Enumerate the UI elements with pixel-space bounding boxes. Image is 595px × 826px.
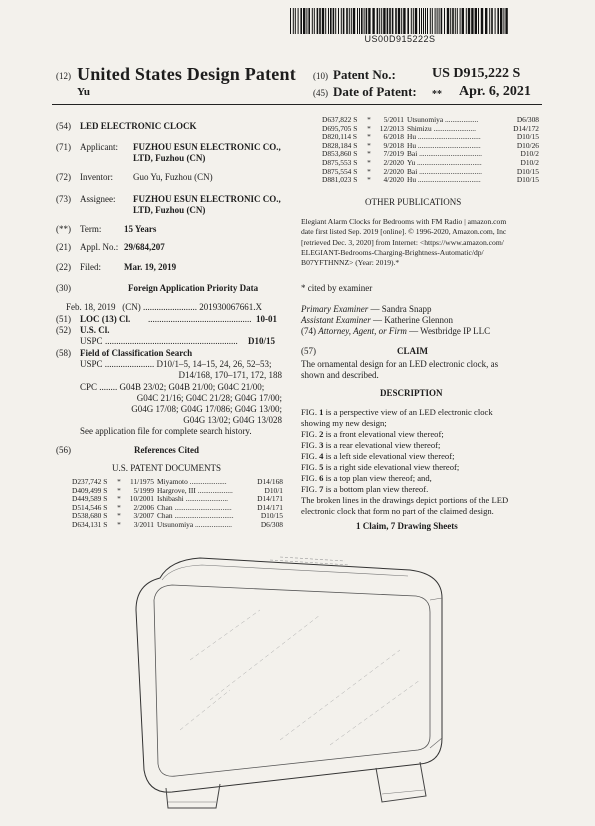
code-52: (52) [56,325,71,335]
code-45: (45) [313,88,328,98]
patent-number: US D915,222 S [432,66,521,81]
barcode-bar [468,8,470,34]
code-54: (54) [56,121,71,131]
barcode-bar [437,8,438,34]
field-cpc-line3: G04G 17/08; G04G 17/086; G04G 13/00; [131,404,282,414]
barcode-bar [475,8,477,34]
barcode-bar [383,8,385,34]
desc-line: electronic clock that form no part of the claimed design. [301,506,494,516]
barcode-bar [401,8,402,34]
barcode-bar [293,8,294,34]
barcode-bar [357,8,358,34]
field-uspc-line2: D14/168, 170–171, 172, 188 [178,370,282,380]
description-body [301,407,541,517]
attorney: (74) Attorney, Agent, or Firm — Westbridge IP LLC [301,326,491,336]
barcode-bar [395,8,397,34]
barcode-bar [346,8,348,34]
barcode-bar [372,8,374,34]
claim-line2: shown and described. [301,370,379,380]
reference-row: D514,546 S * 2/2006 Chan ............................... D14/171 [72,502,283,512]
code-10: (10) [313,71,328,81]
barcode-bar [366,8,368,34]
barcode-bar [411,8,412,34]
field-search-title: Field of Classification Search [80,348,193,358]
date-label: Date of Patent: [333,84,417,99]
references-title: References Cited [134,445,200,455]
applicant-line1: FUZHOU ESUN ELECTRONIC CO., [133,142,281,152]
us-docs-title: U.S. PATENT DOCUMENTS [112,463,222,473]
field-uspc-line1: USPC ...................... D10/1–5, 14–15, 24, 26, 52–53; [80,359,272,369]
reference-row: D820,114 S * 6/2018 Hu .................................. D10/15 [322,132,539,142]
barcode-bar [421,8,422,34]
desc-line: FIG. 6 is a top plan view thereof; and, [301,473,432,483]
reference-row: D853,860 S * 7/2019 Bai .................................. D10/2 [322,149,539,159]
barcode-bar [308,8,310,34]
code-term: (**) [56,224,71,234]
barcode-bar [432,8,433,34]
desc-line: showing my new design; [301,418,387,428]
barcode-bar [425,8,426,34]
barcode-number: US00D915222S [364,34,436,44]
pub-line: [retrieved Dec. 3, 2020] from Internet: <https://www.amazon.com/ [301,237,504,247]
reference-row: D409,499 S * 5/1999 Hargrove, III ................... D10/1 [72,485,283,495]
desc-line: FIG. 4 is a left side elevational view thereof; [301,451,455,461]
barcode-bar [330,8,332,34]
barcode-bar [450,8,451,34]
barcode-bar [317,8,319,34]
barcode-bar [462,8,464,34]
barcode-bar [319,8,321,34]
field-cpc-line2: G04C 21/16; G04C 21/28; G04G 17/00; [136,393,282,403]
barcode-bar [457,8,458,34]
barcode-bar [361,8,363,34]
barcode-bar [407,8,409,34]
uspc-label: USPC [80,336,103,346]
code-51: (51) [56,314,71,324]
barcode-bar [312,8,313,34]
code-58: (58) [56,348,71,358]
code-22: (22) [56,262,71,272]
barcode-bar [353,8,355,34]
appl-no-label: Appl. No.: [80,242,119,252]
code-72: (72) [56,172,71,182]
barcode-bar [413,8,414,34]
barcode-bar [300,8,302,34]
barcode-bar [314,8,315,34]
barcode-bar [452,8,454,34]
barcode-bar [322,8,324,34]
inventor-value: Guo Yu, Fuzhou (CN) [133,172,213,182]
other-publications-title: OTHER PUBLICATIONS [365,197,462,207]
barcode-bar [290,8,291,34]
reference-row: D828,184 S * 9/2018 Hu .................................. D10/26 [322,140,539,150]
barcode-bar [481,8,483,34]
pub-line: ELEGIANT-Bedrooms-Charging-Brightness-Automatic/dp/ [301,247,484,257]
reference-row: D237,742 S * 11/1975 Miyamoto .................... D14/168 [72,477,283,486]
barcode-bar [389,8,391,34]
patent-type-title: United States Design Patent [77,64,296,84]
priority-title: Foreign Application Priority Data [128,283,259,293]
other-publications [301,217,541,268]
reference-row: D881,023 S * 4/2020 Hu .................................. D10/15 [322,175,539,185]
claim-title: CLAIM [397,346,428,356]
barcode-bar [491,8,493,34]
cited-by-examiner: * cited by examiner [301,283,373,293]
clock-body-outline [136,558,442,792]
patent-no-label: Patent No.: [333,67,396,82]
applicant-line2: LTD, Fuzhou (CN) [133,153,206,163]
clock-screen [154,585,430,776]
code-21: (21) [56,242,71,252]
barcode-bar [439,8,440,34]
reference-row: D695,705 S * 12/2013 Shimizu ....................... D14/172 [322,123,539,133]
reference-row: D634,131 S * 3/2011 Utsunomiya .................... D6/308 [72,519,283,529]
barcode-bar [435,8,436,34]
date-marker: ** [432,89,442,100]
appl-no-value: 29/684,207 [124,242,165,252]
assistant-examiner: Assistant Examiner — Katherine Glennon [301,315,453,325]
loc-dots: .............................................. [148,314,252,324]
right-references [322,116,540,185]
desc-line: FIG. 3 is a rear elevational view thereof; [301,440,441,450]
barcode-bar [392,8,394,34]
barcode-bar [489,8,490,34]
term-value: 15 Years [124,224,157,234]
barcode-bar [379,8,380,34]
code-57: (57) [301,346,316,356]
design-title: LED ELECTRONIC CLOCK [80,121,197,131]
code-73: (73) [56,194,71,204]
barcode-bar [427,8,428,34]
barcode-bar [455,8,456,34]
barcode-bar [298,8,299,34]
barcode-bar [359,8,360,34]
claim-line1: The ornamental design for an LED electronic clock, as [301,359,499,369]
barcode [290,8,510,34]
barcode-bar [343,8,345,34]
barcode-bar [303,8,305,34]
desc-line: FIG. 7 is a bottom plan view thereof. [301,484,429,494]
us-cl-label: U.S. Cl. [80,325,110,335]
desc-line: The broken lines in the drawings depict portions of the LED [301,495,509,505]
barcode-bar [364,8,365,34]
barcode-bar [497,8,499,34]
desc-line: FIG. 5 is a right side elevational view thereof; [301,462,460,472]
barcode-bar [333,8,335,34]
reference-row: D538,680 S * 3/2007 Chan ................................ D10/15 [72,511,283,521]
barcode-bar [495,8,496,34]
claims-summary: 1 Claim, 7 Drawing Sheets [356,521,458,531]
barcode-bar [471,8,473,34]
priority-line: Feb. 18, 2019 (CN) ........................ 201930067661.X [66,302,262,312]
barcode-bar [447,8,449,34]
reference-row: D637,822 S * 5/2011 Utsunomiya .................. D6/308 [322,115,539,124]
left-references [72,478,284,530]
barcode-bar [430,8,431,34]
patent-date: Apr. 6, 2021 [459,84,531,99]
desc-line: FIG. 2 is a front elevational view thereof; [301,429,444,439]
loc-value: 10-01 [256,314,277,324]
barcode-bar [441,8,443,34]
barcode-bar [485,8,487,34]
pub-line: Elegiant Alarm Clocks for Bedrooms with FM Radio | amazon.com [301,217,507,226]
code-56: (56) [56,445,71,455]
barcode-bar [341,8,342,34]
header-rule [52,104,542,105]
barcode-bar [387,8,389,34]
barcode-bar [335,8,336,34]
code-30: (30) [56,283,71,293]
barcode-bar [351,8,352,34]
barcode-bar [325,8,326,34]
barcode-bar [381,8,382,34]
clock-perspective-drawing [120,540,470,820]
barcode-bar [423,8,424,34]
barcode-bar [505,8,507,34]
uspc-dots: ........................................................... [105,336,238,346]
code-71: (71) [56,142,71,152]
barcode-bar [466,8,467,34]
barcode-bar [306,8,307,34]
barcode-bar [503,8,504,34]
pub-line: B07YFTHNNZ> (Year: 2019).* [301,258,400,268]
assignee-line2: LTD, Fuzhou (CN) [133,205,206,215]
uspc-value: D10/15 [248,336,275,346]
barcode-bar [368,8,370,34]
field-cpc-line1: CPC ........ G04B 23/02; G04B 21/00; G04C 21/00; [80,382,265,392]
field-cpc-line4: G04G 13/02; G04G 13/028 [183,415,282,425]
barcode-bar [398,8,400,34]
inventor-short: Yu [77,86,91,98]
filed-label: Filed: [80,262,102,272]
barcode-bar [403,8,405,34]
search-history-note: See application file for complete search history. [80,426,252,436]
term-label: Term: [80,224,102,234]
inventor-label: Inventor: [80,172,113,182]
barcode-bar [460,8,461,34]
barcode-bar [415,8,417,34]
barcode-bar [295,8,296,34]
reference-row: D875,554 S * 2/2020 Bai .................................. D10/15 [322,166,539,176]
barcode-bar [419,8,420,34]
applicant-label: Applicant: [80,142,118,152]
desc-line: FIG. 1 is a perspective view of an LED electronic clock [301,407,493,417]
pub-line: date first listed Sep. 2019 [online]. © 1996-2020, Amazon.com, Inc [301,227,507,237]
filed-value: Mar. 19, 2019 [124,262,177,272]
barcode-bar [338,8,339,34]
barcode-bar [500,8,502,34]
primary-examiner: Primary Examiner — Sandra Snapp [301,304,432,314]
barcode-bar [349,8,350,34]
assignee-label: Assignee: [80,194,116,204]
loc-label: LOC (13) Cl. [80,314,131,324]
barcode-bar [478,8,479,34]
reference-row: D875,553 S * 2/2020 Yu ................................... D10/2 [322,157,539,167]
barcode-bar [444,8,445,34]
code-12: (12) [56,71,71,81]
barcode-bar [377,8,379,34]
reference-row: D449,589 S * 10/2001 Ishibashi ....................... D14/171 [72,494,283,504]
barcode-bar [328,8,329,34]
description-title: DESCRIPTION [380,388,443,398]
assignee-line1: FUZHOU ESUN ELECTRONIC CO., [133,194,281,204]
